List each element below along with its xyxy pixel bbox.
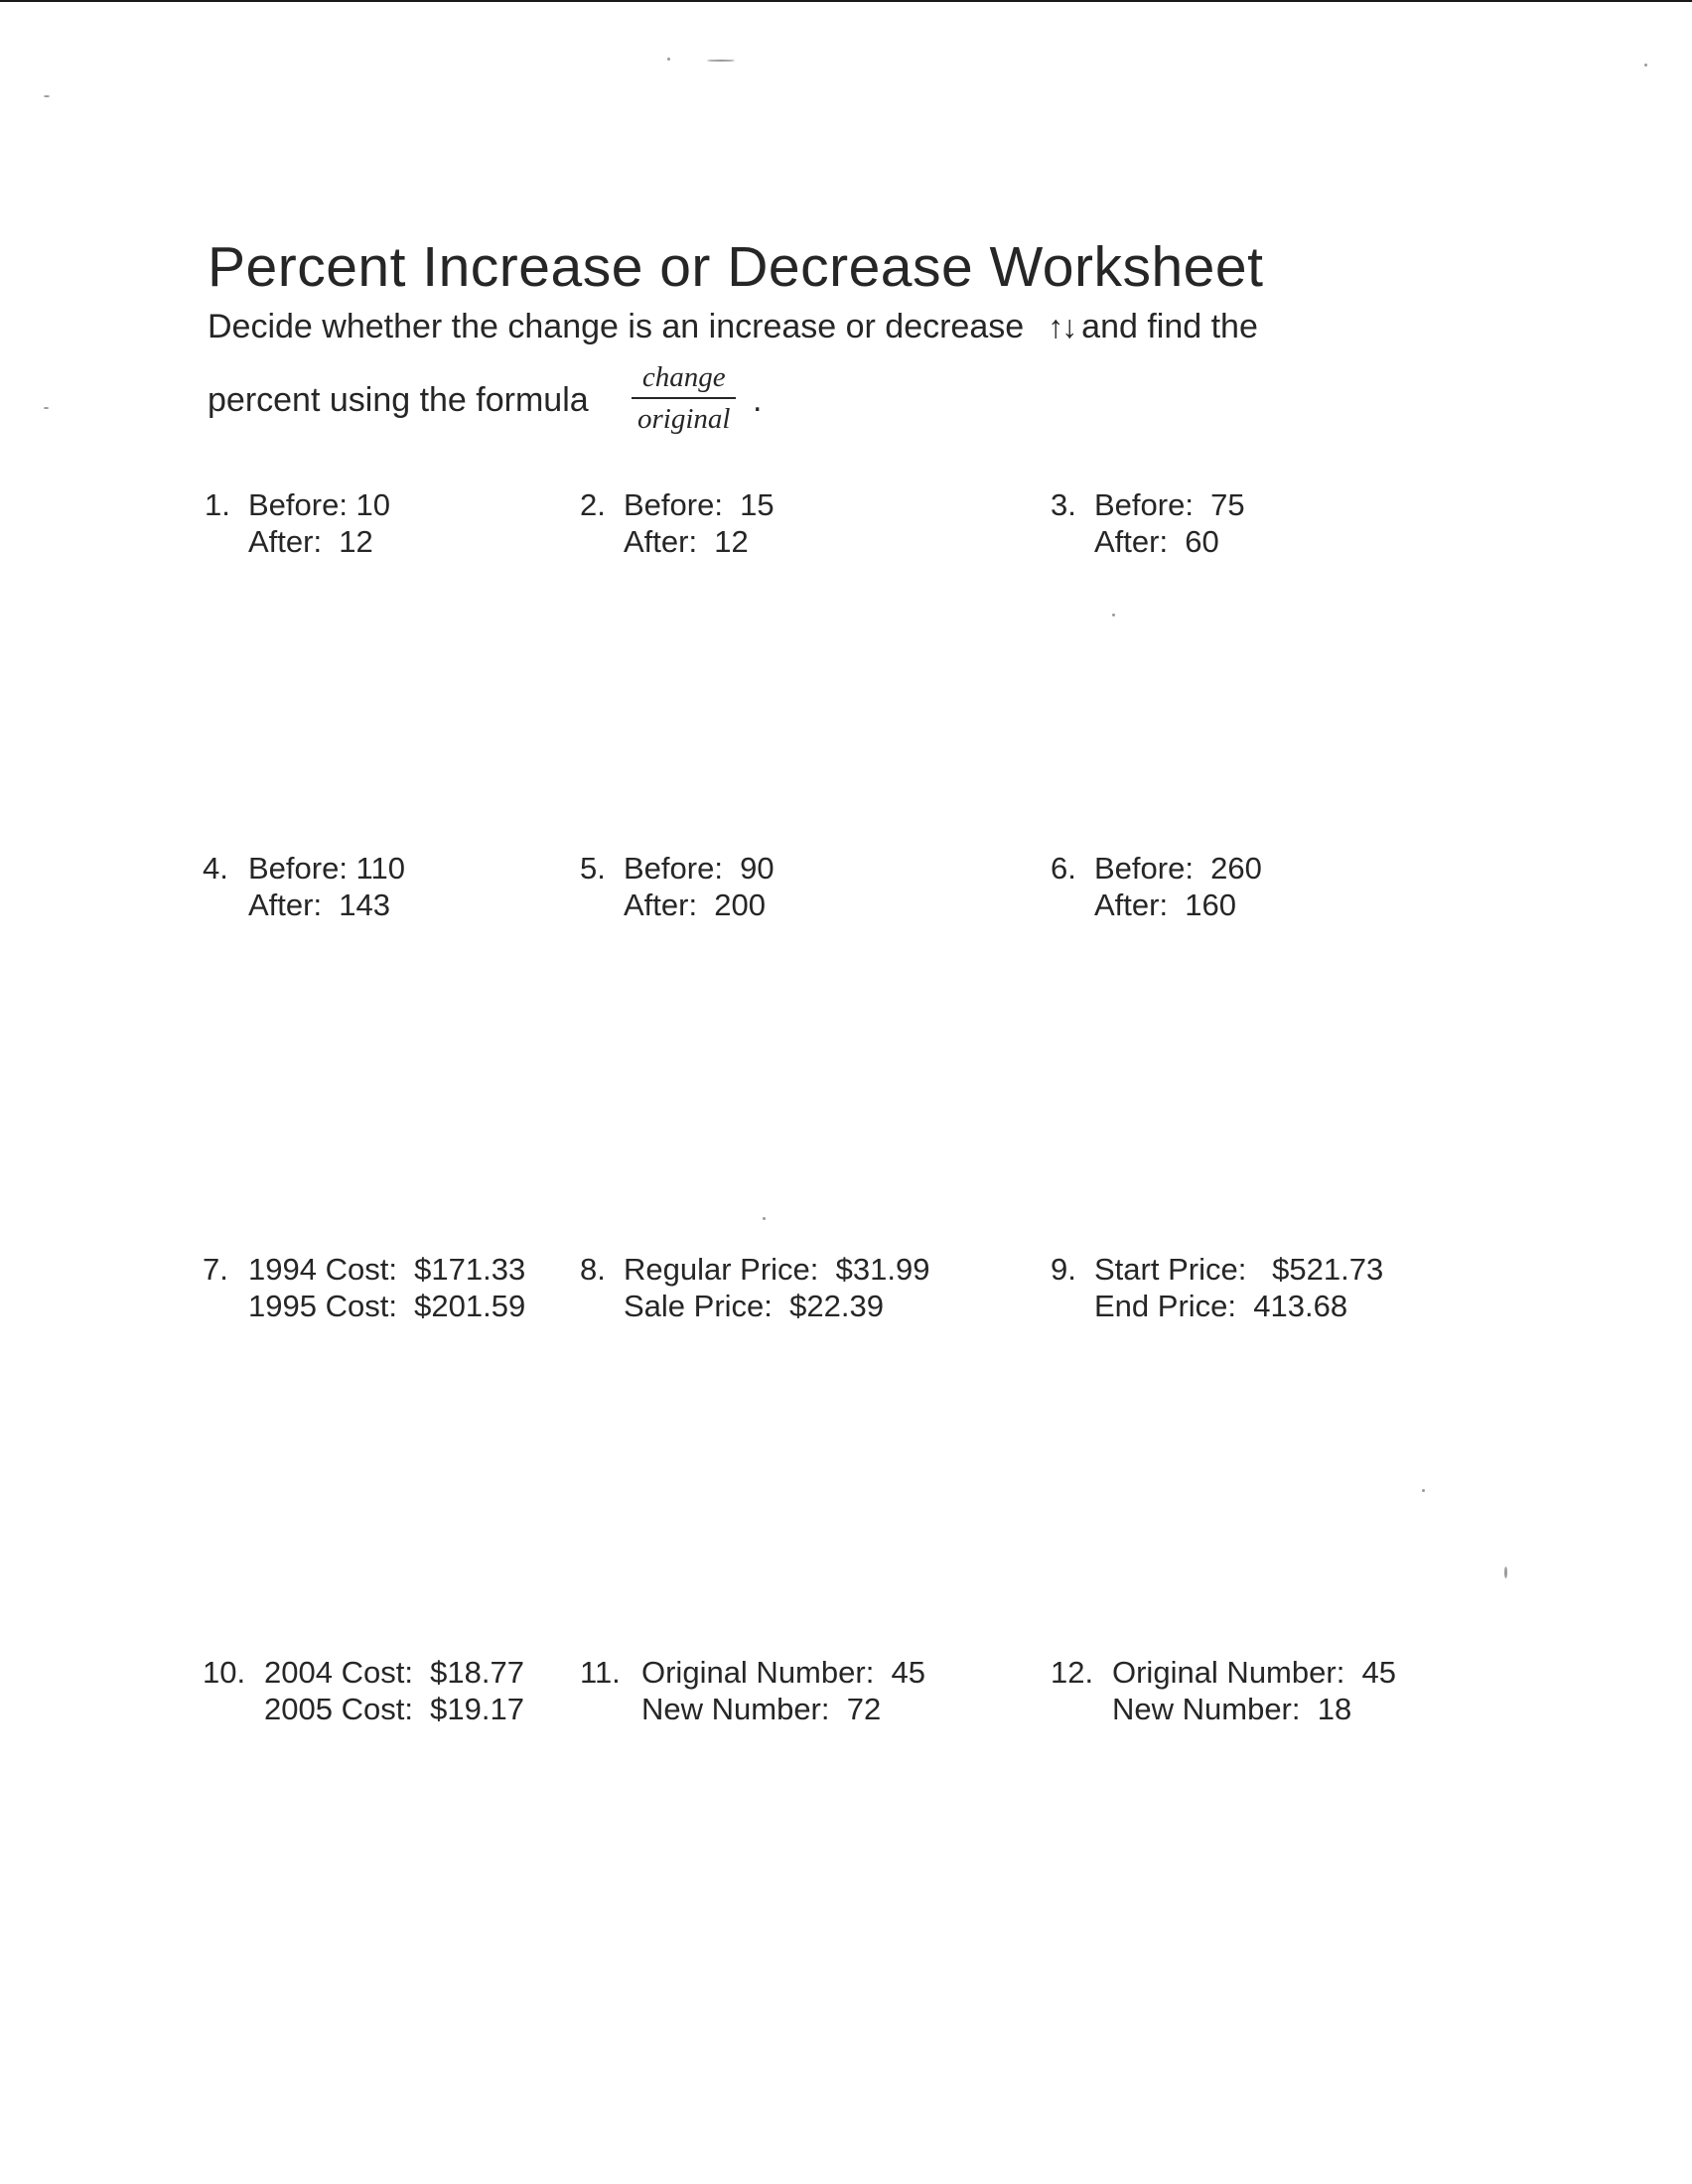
instructions-line-2 (208, 381, 589, 420)
formula-numerator: change (632, 361, 736, 399)
scan-speck (1504, 1567, 1507, 1578)
problem-number: 7. (203, 1252, 228, 1287)
problem-before: Original Number: 45 (1112, 1655, 1397, 1690)
problem-number: 11. (580, 1655, 621, 1690)
problem-number: 8. (580, 1252, 606, 1287)
problem-before: Before: 75 (1094, 487, 1245, 522)
worksheet-title: Percent Increase or Decrease Worksheet (208, 235, 1264, 299)
scan-speck (667, 58, 670, 61)
problem-after: After: 12 (624, 524, 749, 559)
problem-number: 3. (1051, 487, 1076, 522)
problem-number: 12. (1051, 1655, 1094, 1690)
problem-after: After: 200 (624, 887, 767, 922)
scan-speck (44, 95, 50, 97)
formula-period: . (753, 381, 763, 419)
problem-after: After: 60 (1094, 524, 1219, 559)
scan-speck (1112, 614, 1115, 616)
scan-top-edge (0, 0, 1692, 2)
problem-number: 5. (580, 851, 606, 886)
scan-speck (1644, 64, 1647, 67)
problem-after: After: 160 (1094, 887, 1237, 922)
problem-before: Regular Price: $31.99 (624, 1252, 930, 1287)
problem-number: 1. (205, 487, 230, 522)
problem-after: After: 12 (248, 524, 373, 559)
problem-before: Before: 10 (248, 487, 391, 522)
instructions-text-end: and find the (1081, 308, 1258, 345)
formula-denominator: original (637, 403, 731, 435)
scan-speck (763, 1217, 766, 1220)
problem-before: 1994 Cost: $171.33 (248, 1252, 526, 1287)
problem-after: New Number: 72 (641, 1692, 882, 1726)
problem-before: Before: 90 (624, 851, 775, 886)
instructions-text: Decide whether the change is an increase or decrease (208, 308, 1025, 345)
problem-number: 10. (203, 1655, 246, 1690)
problem-after: After: 143 (248, 887, 391, 922)
problem-before: Start Price: $521.73 (1094, 1252, 1384, 1287)
problem-before: Before: 110 (248, 851, 405, 886)
problem-after: 1995 Cost: $201.59 (248, 1289, 526, 1323)
problem-number: 9. (1051, 1252, 1076, 1287)
problem-after: New Number: 18 (1112, 1692, 1352, 1726)
problem-after: Sale Price: $22.39 (624, 1289, 884, 1323)
scan-speck (1422, 1489, 1425, 1492)
problem-before: Before: 260 (1094, 851, 1262, 886)
problem-after: End Price: 413.68 (1094, 1289, 1348, 1323)
formula-fraction (632, 361, 736, 436)
problem-before: Before: 15 (624, 487, 775, 522)
problem-before: Original Number: 45 (641, 1655, 926, 1690)
problem-after: 2005 Cost: $19.17 (264, 1692, 524, 1726)
instructions-line-1 (208, 308, 1258, 346)
scan-speck (707, 60, 735, 62)
up-down-arrows-icon: ↑↓ (1048, 309, 1076, 344)
problem-number: 6. (1051, 851, 1076, 886)
problem-number: 4. (203, 851, 228, 886)
problem-before: 2004 Cost: $18.77 (264, 1655, 524, 1690)
instructions-text: percent using the formula (208, 381, 589, 419)
scan-speck (44, 407, 49, 409)
problem-number: 2. (580, 487, 606, 522)
